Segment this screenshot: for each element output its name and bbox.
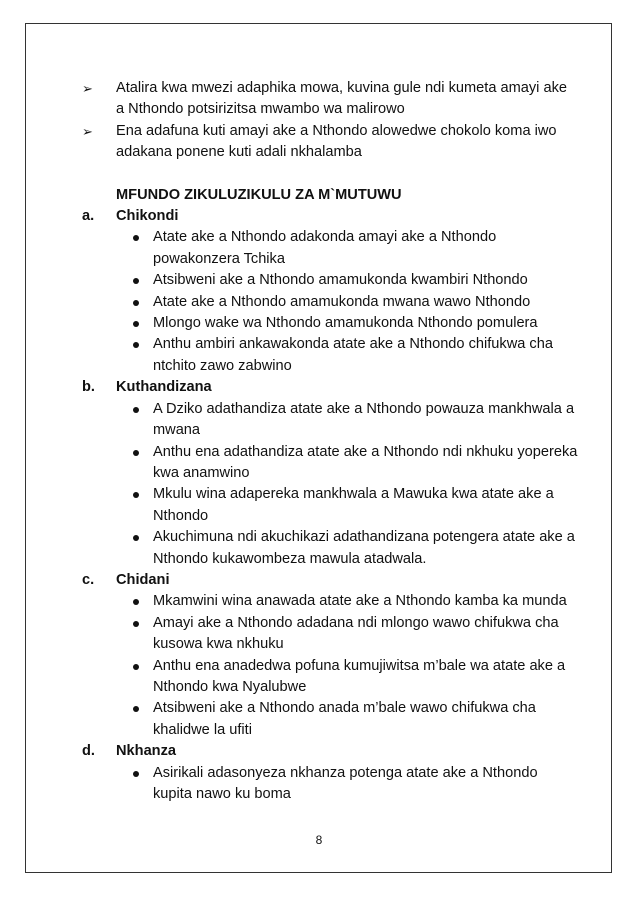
list-item-text: Atate ake a Nthondo adakonda amayi ake a Nthondo powakonzera Tchika bbox=[153, 229, 497, 267]
list-item bbox=[78, 227, 578, 270]
bullet-dot-icon bbox=[133, 771, 139, 777]
bullet-list bbox=[78, 763, 578, 806]
list-item bbox=[78, 527, 578, 570]
bullet-list bbox=[78, 591, 578, 741]
arrow-item-text: Ena adafuna kuti amayi ake a Nthondo alowedwe chokolo koma iwo adakana ponene kuti adali nkhalamba bbox=[116, 122, 557, 161]
list-item-text: Mkulu wina adapereka mankhwala a Mawuka kwa atate ake a Nthondo bbox=[153, 486, 554, 524]
section-letter: c. bbox=[82, 571, 95, 588]
bullet-list bbox=[78, 399, 578, 570]
section-title-chidani bbox=[78, 570, 578, 591]
list-item bbox=[78, 442, 578, 485]
bullet-dot-icon bbox=[133, 664, 139, 670]
section-heading: MFUNDO ZIKULUZIKULU ZA M`MUTUWU bbox=[116, 186, 402, 203]
list-item-text: Atsibweni ake a Nthondo anada m’bale wawo chifukwa cha khalidwe la ufiti bbox=[153, 700, 536, 738]
list-item bbox=[78, 656, 578, 699]
page-number: 8 bbox=[315, 833, 323, 847]
list-item bbox=[78, 763, 578, 806]
section-title-text: Nkhanza bbox=[116, 743, 177, 760]
list-item bbox=[78, 292, 578, 313]
arrow-list-item bbox=[78, 78, 578, 121]
list-item bbox=[78, 613, 578, 656]
bullet-dot-icon bbox=[133, 450, 139, 456]
section-title-text: Chidani bbox=[116, 571, 170, 588]
section-title-text: Chikondi bbox=[116, 208, 179, 225]
list-item-text: Mkamwini wina anawada atate ake a Nthondo kamba ka munda bbox=[153, 593, 567, 610]
section-letter: d. bbox=[82, 743, 95, 760]
list-item bbox=[78, 698, 578, 741]
bullet-dot-icon bbox=[133, 407, 139, 413]
arrow-list-item bbox=[78, 121, 578, 164]
list-item bbox=[78, 334, 578, 377]
bullet-dot-icon bbox=[133, 535, 139, 541]
section-title-nkhanza bbox=[78, 741, 578, 762]
list-item-text: Akuchimuna ndi akuchikazi adathandizana potengera atate ake a Nthondo kukawombeza mawula atadwala. bbox=[153, 529, 575, 567]
bullet-dot-icon bbox=[133, 278, 139, 284]
arrow-bullet-icon: ➢ bbox=[82, 123, 93, 139]
list-item bbox=[78, 399, 578, 442]
section-title-text: Kuthandizana bbox=[116, 379, 212, 396]
arrow-item-text: Atalira kwa mwezi adaphika mowa, kuvina gule ndi kumeta amayi ake a Nthondo potsirizitsa mwambo wa malirowo bbox=[116, 80, 568, 118]
list-item-text: Asirikali adasonyeza nkhanza potenga atate ake a Nthondo kupita nawo ku boma bbox=[153, 764, 538, 802]
bullet-dot-icon bbox=[133, 621, 139, 627]
section-title-chikondi bbox=[78, 206, 578, 227]
list-item-text: Amayi ake a Nthondo adadana ndi mlongo wawo chifukwa cha kusowa kwa nkhuku bbox=[153, 614, 559, 653]
arrow-bullet-icon: ➢ bbox=[82, 81, 93, 96]
bullet-dot-icon bbox=[133, 706, 139, 712]
bullet-list bbox=[78, 227, 578, 377]
page-content bbox=[78, 78, 578, 805]
bullet-dot-icon bbox=[133, 492, 139, 498]
list-item bbox=[78, 591, 578, 612]
list-item bbox=[78, 270, 578, 291]
list-item-text: Anthu ena adathandiza atate ake a Nthondo ndi nkhuku yopereka kwa anamwino bbox=[153, 443, 578, 481]
list-item-text: Anthu ambiri ankawakonda atate ake a Nthondo chifukwa cha ntchito zawo zabwino bbox=[153, 336, 553, 374]
section-title-kuthandizana bbox=[78, 377, 578, 398]
section-letter: b. bbox=[82, 379, 95, 396]
bullet-dot-icon bbox=[133, 300, 139, 306]
list-item-text: Mlongo wake wa Nthondo amamukonda Nthondo pomulera bbox=[153, 315, 538, 332]
bullet-dot-icon bbox=[133, 235, 139, 241]
bullet-dot-icon bbox=[133, 342, 139, 348]
list-item-text: Anthu ena anadedwa pofuna kumujiwitsa m’bale wa atate ake a Nthondo kwa Nyalubwe bbox=[153, 657, 566, 695]
list-item-text: Atate ake a Nthondo amamukonda mwana wawo Nthondo bbox=[153, 293, 531, 310]
bullet-dot-icon bbox=[133, 599, 139, 605]
list-item bbox=[78, 313, 578, 334]
section-letter: a. bbox=[82, 208, 95, 225]
bullet-dot-icon bbox=[133, 321, 139, 327]
list-item bbox=[78, 484, 578, 527]
list-item-text: A Dziko adathandiza atate ake a Nthondo powauza mankhwala a mwana bbox=[153, 400, 575, 439]
list-item-text: Atsibweni ake a Nthondo amamukonda kwambiri Nthondo bbox=[153, 272, 528, 289]
